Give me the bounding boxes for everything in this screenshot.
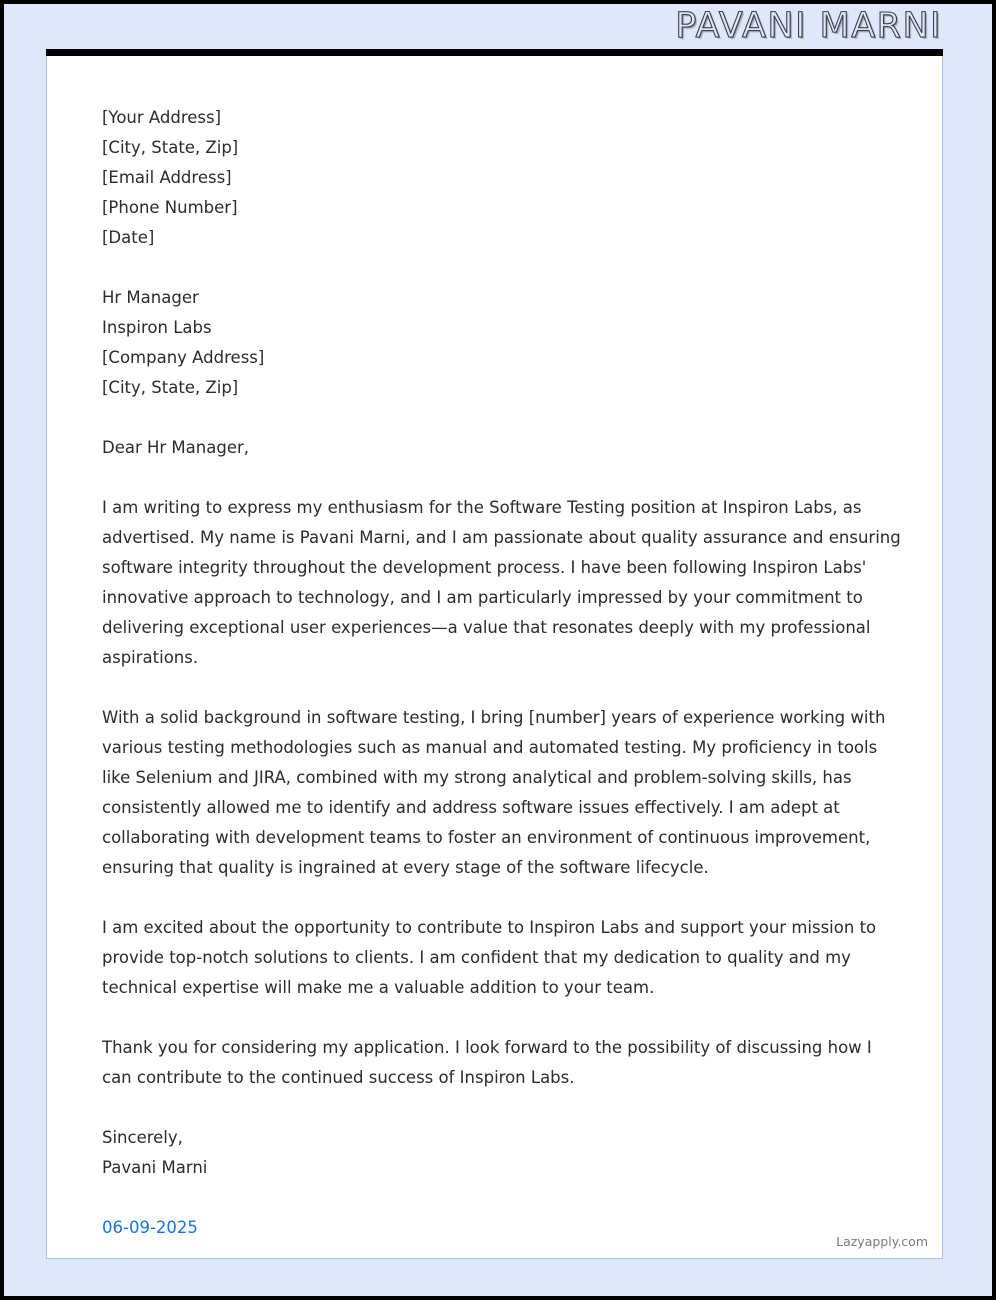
sender-city-line: [City, State, Zip] [102, 138, 239, 157]
lazyapply-watermark: Lazyapply.com [836, 1234, 928, 1249]
body-paragraph-4: Thank you for considering my application. I look forward to the possibility of discussing how I can contribute to the continued success of Inspiron Labs. [102, 1038, 872, 1087]
cover-letter-card [46, 56, 943, 1259]
sender-email-line: [Email Address] [102, 168, 232, 187]
spacer [102, 883, 902, 913]
spacer [102, 463, 902, 493]
recipient-title-line: Hr Manager [102, 288, 199, 307]
signature-name: Pavani Marni [102, 1158, 208, 1177]
closing-line: Sincerely, [102, 1128, 183, 1147]
signature-block [102, 1123, 902, 1183]
recipient-address-line: [Company Address] [102, 348, 265, 367]
spacer [102, 673, 902, 703]
sender-date-line: [Date] [102, 228, 155, 247]
sender-address-line: [Your Address] [102, 108, 222, 127]
letter-content [102, 103, 902, 1243]
document-page [4, 4, 992, 1296]
recipient-city-line: [City, State, Zip] [102, 378, 239, 397]
candidate-name-title: PAVANI MARNI [675, 6, 942, 46]
body-paragraph-1: I am writing to express my enthusiasm for the Software Testing position at Inspiron Labs, as advertised. My name is Pavani Marni, and I am passionate about quality assurance and ensuring software integrity throughout the development process. I have been following Inspiron Labs' innovative approach to technology, and I am particularly impressed by your commitment to delivering exceptional user experiences—a value that resonates deeply with my professional aspirations. [102, 498, 901, 667]
header-divider-rule [46, 49, 943, 56]
document-header [4, 4, 992, 49]
recipient-company-line: Inspiron Labs [102, 318, 212, 337]
body-paragraph-2: With a solid background in software testing, I bring [number] years of experience working with various testing methodologies such as manual and automated testing. My proficiency in tools like Selenium and JIRA, combined with my strong analytical and problem-solving skills, has consistently allowed me to identify and address software issues effectively. I am adept at collaborating with development teams to foster an environment of continuous improvement, ensuring that quality is ingrained at every stage of the software lifecycle. [102, 708, 886, 877]
salutation: Dear Hr Manager, [102, 438, 250, 457]
body-paragraph-3: I am excited about the opportunity to contribute to Inspiron Labs and support your mission to provide top-notch solutions to clients. I am confident that my dedication to quality and my technical expertise will make me a valuable addition to your team. [102, 918, 877, 997]
sender-address-block [102, 103, 902, 253]
letter-date: 06-09-2025 [102, 1218, 198, 1237]
spacer [102, 1003, 902, 1033]
sender-phone-line: [Phone Number] [102, 198, 238, 217]
spacer [102, 253, 902, 283]
recipient-address-block [102, 283, 902, 403]
spacer [102, 1093, 902, 1123]
spacer [102, 403, 902, 433]
spacer [102, 1183, 902, 1213]
